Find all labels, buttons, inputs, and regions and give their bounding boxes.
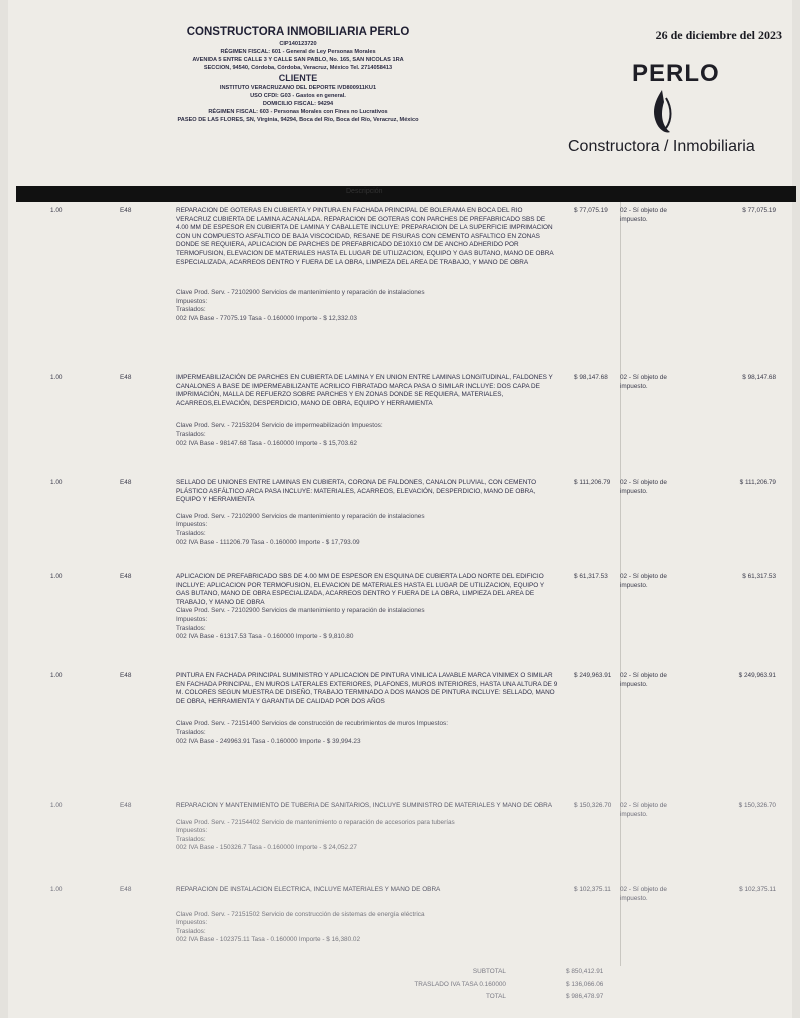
item-unit-price: $ 98,147.68 [574,374,608,381]
total-value: $ 986,478.97 [566,993,604,1000]
item-clave: Clave Prod. Serv. - 72102900 Servicios de mantenimiento y reparación de instalaciones [176,289,425,297]
invoice-date: 26 de diciembre del 2023 [655,28,782,42]
item-impuestos: Impuestos: [176,615,208,623]
item-qty: 1.00 [50,672,63,679]
company-name: CONSTRUCTORA INMOBILIARIA PERLO [186,26,410,38]
logo-tagline: Constructora / Inmobiliaria [568,138,755,155]
client-domicilio: DOMICILIO FISCAL: 94294 [262,101,334,107]
item-tax: 002 IVA Base - 249963.91 Tasa - 0.160000 Importe - $ 39,994.23 [176,737,361,745]
item-description-block [176,479,558,547]
company-logo [568,58,768,168]
item-unit: E48 [120,573,132,580]
logo-brand: PERLO [632,60,720,87]
issuer-header [128,24,468,124]
item-amount: $ 77,075.19 [742,207,776,214]
item-tax: 002 IVA Base - 111206.79 Tasa - 0.160000 Importe - $ 17,793.09 [176,538,360,546]
item-objeto: 02 - Sí objeto de impuesto. [620,802,667,818]
item-qty: 1.00 [50,374,63,381]
item-impuestos: Impuestos: [176,827,208,835]
item-description: REPARACION DE INSTALACION ELECTRICA, INCLUYE MATERIALES Y MANO DE OBRA [176,886,441,893]
item-description-block [176,374,558,448]
item-qty: 1.00 [50,207,63,214]
item-clave: Clave Prod. Serv. - 72153204 Servicio de impermeabilización Impuestos: [176,422,383,430]
item-description-block [176,672,558,746]
item-unit: E48 [120,886,132,893]
item-objeto: 02 - Sí objeto de impuesto. [620,886,667,902]
item-amount: $ 61,317.53 [742,573,776,580]
invoice-sheet [8,0,792,1018]
iva-row [368,979,788,992]
item-tax: 002 IVA Base - 98147.68 Tasa - 0.160000 Importe - $ 15,703.62 [176,439,357,447]
item-description: SELLADO DE UNIONES ENTRE LAMINAS EN CUBIERTA, CORONA DE FALDONES, CANALON PLUVIAL, CON CEMENTO PLÁSTICO ASFÁLTICO ARCA PASA INCLUYE: MATERIALES, ACARREOS, ELEVACIÓN, DESPERDICIO, MANO DE OBRA, EQUIPO Y HERRAMIENTA [176,479,537,504]
item-unit-price: $ 77,075.19 [574,207,608,214]
total-row [368,991,788,1004]
iva-value: $ 136,066.06 [566,980,604,988]
item-unit-price: $ 249,963.91 [574,672,612,679]
item-description-block [176,207,558,324]
item-amount: $ 150,326.70 [738,802,776,809]
item-description: REPARACION DE GOTERAS EN CUBIERTA Y PINTURA EN FACHADA PRINCIPAL DE BOLERAMA EN BOCA DEL RIO VERACRUZ CUBIERTA DE LAMINA ACANALADA. REPARACION DE GOTERAS CON PARCHES DE PREFABRICADO SBS DE 4.00 MM DE ESPESOR EN CUBIERTA DE LAMINA Y CABALLETE INCLUYE: PREPARACION DE LA SUPERFICIE IMPRIMACION CON UN COMPUESTO ASFALTICO DE BAJA VISCOCIDAD, RESANE DE FISURAS CON CEMENTO ASFALTICO EN ZONAS DONDE SE REQUIERA, APLICACION DE PARCHES DE PREFABRICADO DE10X10 CM DE ANCHO ADHERIDO POR TERMOFUSION, ELEVACION DE MATERIALES HASTA EL LUGAR DE UTILIZACION, EQUIPO Y GAS BUTANO, MANO DE OBRA ESPECIALIZADA, ACARREOS DENTRO Y FUERA DE LA OBRA, LIMPIEZA DEL AREA DE TRABAJO, Y MANO DE OBRA [176,207,554,266]
item-impuestos: Impuestos: [176,521,208,529]
item-qty: 1.00 [50,886,63,893]
item-unit: E48 [120,374,132,381]
item-description: IMPERMEABILIZACIÓN DE PARCHES EN CUBIERTA DE LAMINA Y EN UNION ENTRE LAMINAS LONGITUDINAL, FALDONES Y CANALONES A BASE DE IMPERMEABILIZANTE ACRILICO FIBRATADO MARCA PASA O SIMILAR INCLUYE: DOS CAPA DE IMPRIMACIÓN, MALLA DE REFUERZO SOBRE PARCHES Y EN ZONAS DONDE SE REQUIERA, MATERIALES, ACARREOS,ELEVACIÓN, DESPERDICIO, MANO DE OBRA, EQUIPO Y HERRAMIENTA [176,374,553,407]
item-unit: E48 [120,479,132,486]
item-traslados: Traslados: [176,728,206,736]
total-label: TOTAL [485,993,506,1000]
iva-label: TRASLADO IVA TASA 0.160000 [414,980,506,988]
item-amount: $ 98,147.68 [742,374,776,381]
item-traslados: Traslados: [176,835,206,843]
item-tax: 002 IVA Base - 102375.11 Tasa - 0.160000 Importe - $ 16,380.02 [176,936,361,944]
item-description: PINTURA EN FACHADA PRINCIPAL SUMINISTRO Y APLICACION DE PINTURA VINILICA LAVABLE MARCA VINIMEX O SIMILAR EN FACHADA PRINCIPAL, EN MUROS LATERALES EXTERIORES, PLAFONES, MUROS INTERIORES, HASTA UNA ALTURA DE 9 M. COLORES SEGUN MUESTRA DE DISEÑO, TRABAJO TERMINADO A DOS MANOS DE PINTURA INCLUYE: SELLADO, MANO DE OBRA, HERRAMIENTA Y GARANTIA DE CALIDAD POR DOS AÑOS [176,672,558,705]
item-unit: E48 [120,802,132,809]
item-qty: 1.00 [50,479,63,486]
totals-block [368,966,788,1004]
item-objeto: 02 - Sí objeto de impuesto. [620,479,667,495]
item-description: APLICACION DE PREFABRICADO SBS DE 4.00 MM DE ESPESOR EN ESQUINA DE CUBIERTA LADO NORTE DEL EDIFICIO INCLUYE: APLICACION POR TERMOFUSION, ELEVACION DE MATERIALES HASTA EL LUGAR DE UTILIZACION, EQUIPO Y GAS BUTANO, MANO DE OBRA ESPECIALIZADA, ACARREOS DENTRO Y FUERA DE LA OBRA, LIMPIEZA DEL AREA DE TRABAJO, Y MANO DE OBRA [176,573,545,606]
item-unit-price: $ 102,375.11 [574,886,611,893]
subtotal-row [368,966,788,979]
item-amount: $ 102,375.11 [739,886,776,893]
item-tax: 002 IVA Base - 61317.53 Tasa - 0.160000 Importe - $ 9,810.80 [176,633,354,641]
item-unit-price: $ 150,326.70 [574,802,612,809]
item-objeto: 02 - Sí objeto de impuesto. [620,207,667,223]
item-clave: Clave Prod. Serv. - 72102900 Servicios de mantenimiento y reparación de instalaciones [176,607,425,615]
item-traslados: Traslados: [176,306,206,314]
item-unit-price: $ 111,206.79 [574,479,611,486]
item-unit-price: $ 61,317.53 [574,573,608,580]
item-tax: 002 IVA Base - 77075.19 Tasa - 0.160000 Importe - $ 12,332.03 [176,314,357,322]
item-impuestos: Impuestos: [176,919,208,927]
item-qty: 1.00 [50,573,63,580]
table-header-label: Descripción [346,188,383,195]
item-description: REPARACION Y MANTENIMIENTO DE TUBERIA DE SANITARIOS, INCLUYE SUMINISTRO DE MATERIALES Y MANO DE OBRA [176,802,553,809]
client-address: PASEO DE LAS FLORES, SN, Virginia, 94294, Boca del Río, Boca del Río, Veracruz, México [177,117,419,123]
item-unit: E48 [120,207,132,214]
issuer-address-2: SECCION, 94540, Córdoba, Córdoba, Veracruz, México Tel. 2714058413 [203,65,393,71]
item-impuestos: Impuestos: [176,297,208,305]
issuer-regimen: RÉGIMEN FISCAL: 601 - General de Ley Personas Morales [220,49,376,55]
item-clave: Clave Prod. Serv. - 72102900 Servicios de mantenimiento y reparación de instalaciones [176,512,425,520]
item-traslados: Traslados: [176,430,206,438]
item-clave: Clave Prod. Serv. - 72151400 Servicios de construcción de recubrimientos de muros Impuestos: [176,720,448,728]
item-objeto: 02 - Sí objeto de impuesto. [620,672,667,688]
issuer-rfc: CIP140123720 [279,41,317,47]
item-description-block [176,886,558,945]
item-traslados: Traslados: [176,529,206,537]
item-description-block [176,573,558,642]
table-header-bar [16,186,796,202]
item-amount: $ 111,206.79 [739,479,776,486]
subtotal-label: SUBTOTAL [472,968,506,975]
item-clave: Clave Prod. Serv. - 72151502 Servicio de construcción de sistemas de energía eléctrica [176,910,425,918]
item-description-block [176,802,558,853]
item-clave: Clave Prod. Serv. - 72154402 Servicio de mantenimiento o reparación de accesorios para tuberías [176,818,455,826]
item-traslados: Traslados: [176,624,206,632]
pearl-drop-icon [648,88,678,138]
item-tax: 002 IVA Base - 150326.7 Tasa - 0.160000 Importe - $ 24,052.27 [176,844,357,852]
item-amount: $ 249,963.91 [738,672,776,679]
subtotal-value: $ 850,412.91 [566,968,604,975]
item-objeto: 02 - Sí objeto de impuesto. [620,374,667,390]
item-qty: 1.00 [50,802,63,809]
issuer-address-1: AVENIDA 5 ENTRE CALLE 3 Y CALLE SAN PABLO, No. 165, SAN NICOLAS 1RA [192,57,404,63]
client-regimen: RÉGIMEN FISCAL: 603 - Personas Morales con Fines no Lucrativos [208,109,388,115]
client-name: INSTITUTO VERACRUZANO DEL DEPORTE IVD800911KU1 [219,85,377,91]
client-heading: CLIENTE [278,73,318,83]
client-uso-cfdi: USO CFDI: G03 - Gastos en general. [250,93,346,99]
item-objeto: 02 - Sí objeto de impuesto. [620,573,667,589]
item-traslados: Traslados: [176,927,206,935]
item-unit: E48 [120,672,132,679]
